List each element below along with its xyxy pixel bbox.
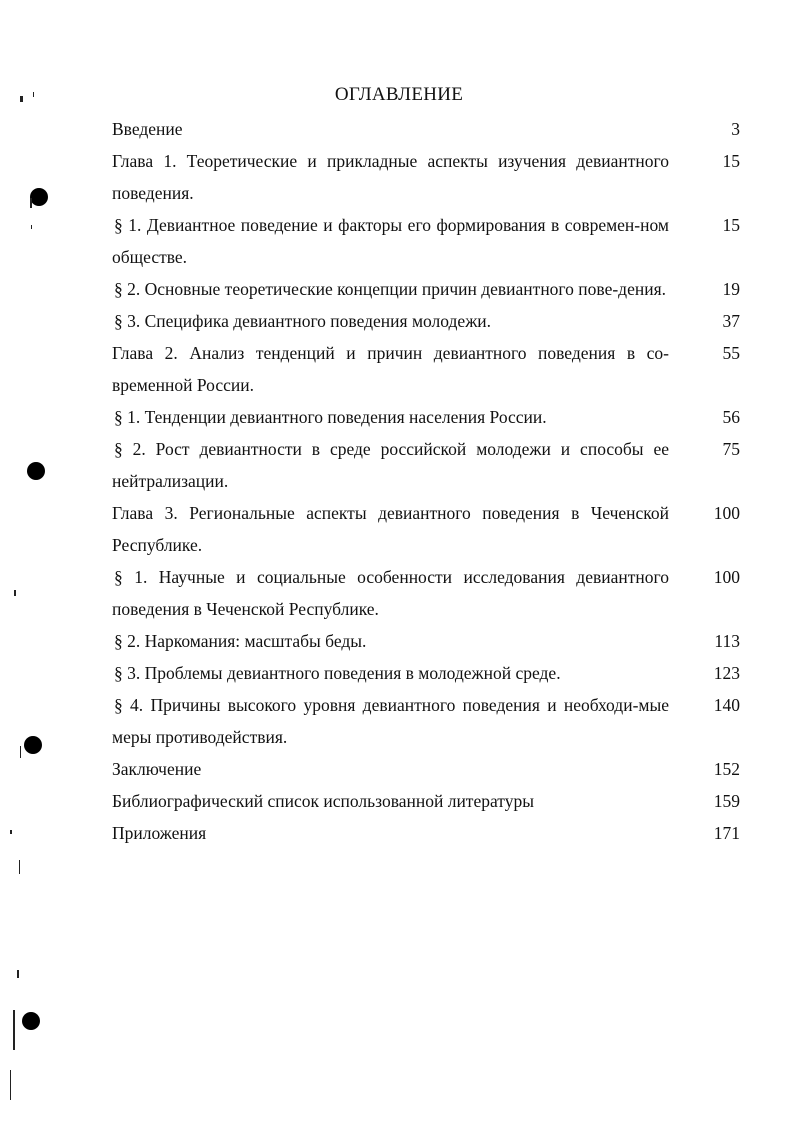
toc-entry-page: 123 [713, 663, 740, 683]
document-title: ОГЛАВЛЕНИЕ [334, 84, 464, 105]
toc-entry-title: § 3. Проблемы девиантного поведения в молодежной среде. [114, 663, 561, 683]
toc-entry-title: Библиографический список использованной литературы [112, 791, 534, 811]
scan-speck [10, 830, 12, 834]
punch-hole [22, 1012, 40, 1030]
toc-entry-page: 15 [722, 151, 740, 171]
toc-entry-page: 100 [713, 503, 740, 523]
scan-speck [19, 860, 20, 874]
punch-hole [27, 462, 45, 480]
toc-entry [112, 657, 744, 689]
scan-speck [14, 590, 16, 596]
toc-entry [112, 817, 744, 849]
toc-entry [112, 689, 744, 753]
toc-entry [112, 625, 744, 657]
toc-entry-title: Глава 2. Анализ тенденций и причин девиантного поведения в со-временной России. [112, 343, 669, 395]
toc-entry-title: Заключение [112, 759, 202, 779]
punch-hole [30, 188, 48, 206]
toc-entry-title: Глава 3. Региональные аспекты девиантного поведения в Чеченской Республике. [112, 503, 669, 555]
scan-speck [20, 746, 21, 758]
scan-speck [13, 1010, 15, 1050]
toc-entry-title: Введение [112, 119, 183, 139]
toc-entry-page: 152 [713, 759, 740, 779]
scan-speck [31, 225, 32, 229]
toc-entry-title: § 3. Специфика девиантного поведения молодежи. [114, 311, 492, 331]
toc-entry-page: 15 [722, 215, 740, 235]
toc-entry-title: Глава 1. Теоретические и прикладные аспекты изучения девиантного поведения. [112, 151, 669, 203]
toc-entry-title: § 2. Рост девиантности в среде российской молодежи и способы ее нейтрализации. [112, 439, 669, 491]
toc-entry-title: § 1. Тенденции девиантного поведения населения России. [114, 407, 547, 427]
toc-entry [112, 273, 744, 305]
toc-entry [112, 753, 744, 785]
toc-entry [112, 209, 744, 273]
toc-entry-page: 100 [713, 567, 740, 587]
toc-entry [112, 497, 744, 561]
toc-entry-title: Приложения [112, 823, 207, 843]
toc-entry [112, 401, 744, 433]
toc-entry [112, 433, 744, 497]
toc-entry-title: § 2. Наркомания: масштабы беды. [114, 631, 367, 651]
toc-entry [112, 305, 744, 337]
toc-entry [112, 113, 744, 145]
scan-speck [30, 198, 32, 208]
toc-entry-page: 56 [722, 407, 740, 427]
toc-entry-page: 113 [714, 631, 740, 651]
punch-hole [24, 736, 42, 754]
toc-entry [112, 561, 744, 625]
toc-entry [112, 337, 744, 401]
toc-entry-page: 159 [713, 791, 740, 811]
scan-speck [10, 1070, 11, 1100]
toc-entry-title: § 2. Основные теоретические концепции причин девиантного пове-дения. [114, 279, 666, 299]
toc-entry-title: § 1. Девиантное поведение и факторы его формирования в современ-ном обществе. [112, 215, 669, 267]
toc-entry-page: 75 [722, 439, 740, 459]
toc-entry-title: § 1. Научные и социальные особенности исследования девиантного поведения в Чеченской Республике. [112, 567, 669, 619]
toc-entry-page: 19 [722, 279, 740, 299]
toc-entry-page: 140 [713, 695, 740, 715]
toc-entry-page: 3 [731, 119, 740, 139]
scan-speck [17, 970, 19, 978]
toc-entry-page: 55 [722, 343, 740, 363]
toc-entry-page: 37 [722, 311, 740, 331]
toc-entry-page: 171 [713, 823, 740, 843]
toc-entry-title: § 4. Причины высокого уровня девиантного поведения и необходи-мые меры противодействия. [112, 695, 669, 747]
table-of-contents [112, 113, 744, 849]
toc-entry [112, 785, 744, 817]
toc-entry [112, 145, 744, 209]
